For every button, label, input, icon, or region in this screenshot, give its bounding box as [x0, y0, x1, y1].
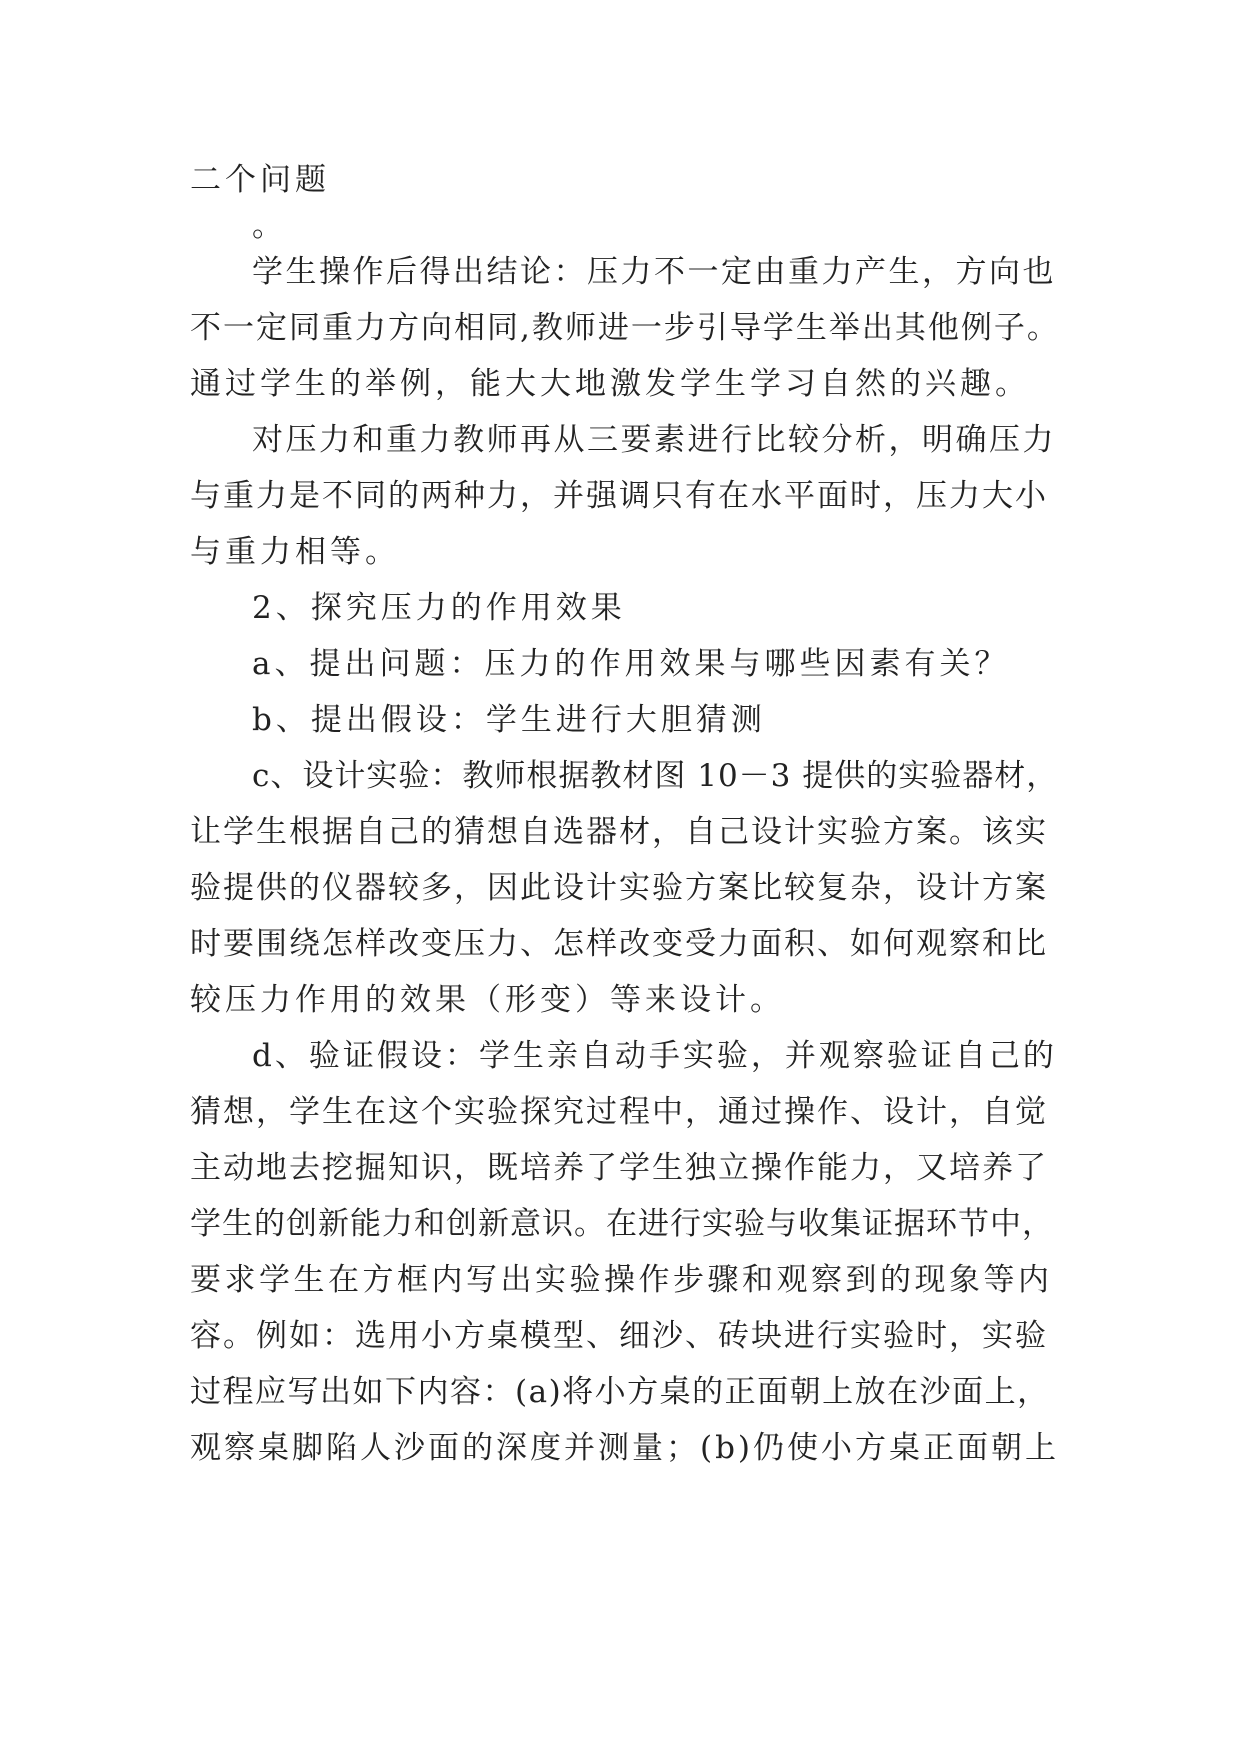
list-item: a、提出问题：压力的作用效果与哪些因素有关？ — [252, 646, 1010, 682]
paragraph-text: 较压力作用的效果（形变）等来设计。 — [190, 982, 785, 1018]
paragraph-text: 学生操作后得出结论：压力不一定由重力产生，方向也 — [252, 254, 1056, 290]
paragraph-text: 猜想，学生在这个实验探究过程中，通过操作、设计，自觉 — [190, 1094, 1048, 1130]
paragraph-text: 与重力相等。 — [190, 534, 400, 570]
paragraph-text: 不一定同重力方向相同,教师进一步引导学生举出其他例子。 — [190, 310, 1060, 346]
list-item: b、提出假设：学生进行大胆猜测 — [252, 702, 766, 738]
paragraph-text: 要求学生在方框内写出实验操作步骤和观察到的现象等内 — [190, 1262, 1053, 1298]
paragraph-text: 观察桌脚陷人沙面的深度并测量；(b)仍使小方桌正面朝上 — [190, 1430, 1060, 1466]
paragraph-text: 学生的创新能力和创新意识。在进行实验与收集证据环节中， — [190, 1206, 1054, 1242]
text-line: 。 — [252, 208, 287, 244]
paragraph-text: 容。例如：选用小方桌模型、细沙、砖块进行实验时，实验 — [190, 1318, 1048, 1354]
paragraph-text: 过程应写出如下内容：(a)将小方桌的正面朝上放在沙面上， — [190, 1374, 1050, 1410]
list-item: d、验证假设：学生亲自动手实验，并观察验证自己的 — [252, 1038, 1057, 1074]
paragraph-text: 对压力和重力教师再从三要素进行比较分析，明确压力 — [252, 422, 1056, 458]
paragraph-text: 验提供的仪器较多，因此设计实验方案比较复杂，设计方案 — [190, 870, 1048, 906]
paragraph-text: 让学生根据自己的猜想自选器材，自己设计实验方案。该实 — [190, 814, 1048, 850]
list-item: c、设计实验：教师根据教材图 10－3 提供的实验器材， — [252, 758, 1059, 794]
paragraph-text: 时要围绕怎样改变压力、怎样改变受力面积、如何观察和比 — [190, 926, 1048, 962]
section-heading: 2、探究压力的作用效果 — [252, 590, 626, 626]
paragraph-text: 与重力是不同的两种力，并强调只有在水平面时，压力大小 — [190, 478, 1048, 514]
paragraph-text: 主动地去挖掘知识，既培养了学生独立操作能力，又培养了 — [190, 1150, 1048, 1186]
text-line: 二个问题 — [190, 162, 330, 198]
paragraph-text: 通过学生的举例，能大大地激发学生学习自然的兴趣。 — [190, 366, 1030, 402]
